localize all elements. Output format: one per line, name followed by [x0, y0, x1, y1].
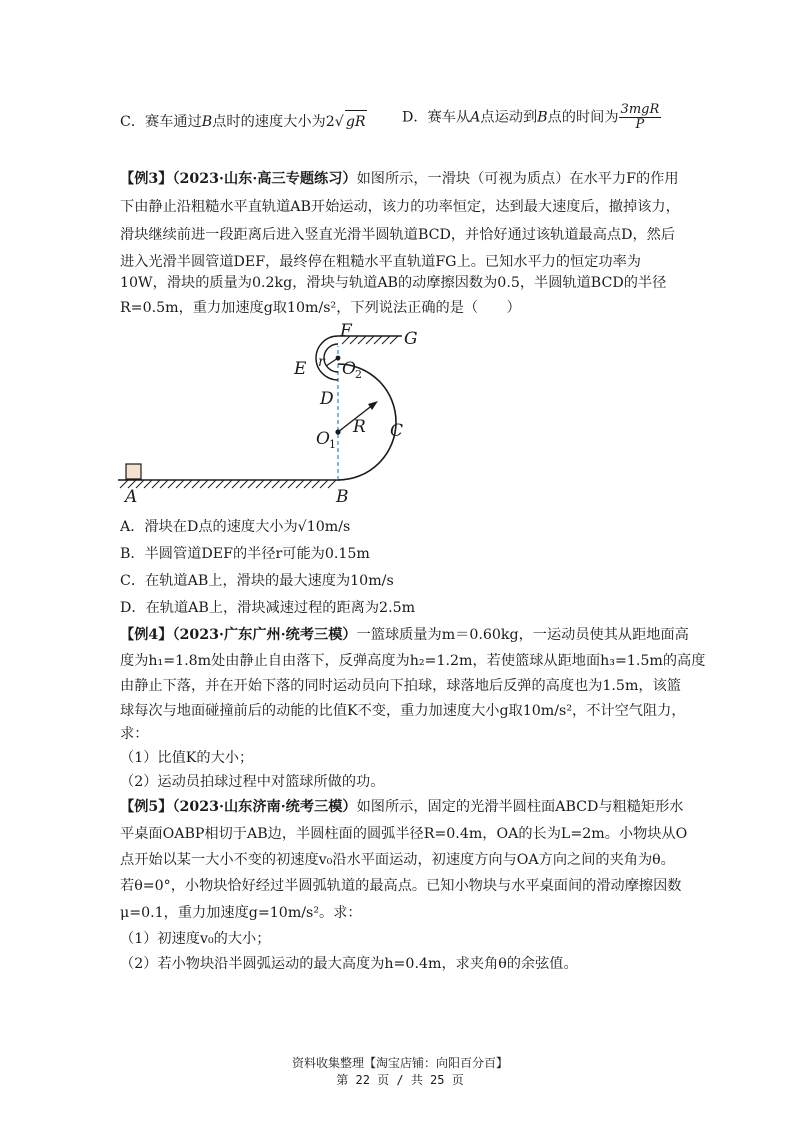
label-r: r — [318, 354, 325, 370]
label-E: E — [294, 359, 307, 379]
center-o2 — [336, 356, 341, 361]
label-G: G — [404, 329, 418, 349]
example-3-line-5: 10W，滑块的质量为0.2kg，滑块与轨道AB的动摩擦因数为0.5，半圆轨道BCD的半径 — [120, 275, 667, 291]
example-4-question-1: （1）比值K的大小； — [120, 750, 254, 766]
option-c-speed-at-b: C．赛车通过B点时的速度大小为2√ gR — [120, 110, 367, 133]
example-5-tag: 【例5】（2023·山东济南·统考三模） — [120, 799, 357, 815]
footer-source: 资料收集整理【淘宝店铺：向阳百分百】 — [291, 1056, 508, 1070]
example-3-option-a: A．滑块在D点的速度大小为√10m/s — [120, 519, 351, 535]
footer-page-number: 第 22 页 / 共 25 页 — [336, 1073, 464, 1087]
label-O2: O — [342, 359, 356, 379]
label-R: R — [353, 417, 366, 437]
radius-arrowhead-R — [368, 401, 378, 410]
example-4-tag: 【例4】（2023·广东广州·统考三模） — [120, 627, 357, 643]
semicircle-bcd — [338, 364, 396, 480]
example-3-option-c: C．在轨道AB上，滑块的最大速度为10m/s — [120, 573, 394, 589]
example-5-line-4: 若θ=0°，小物块恰好经过半圆弧轨道的最高点。已知小物块与水平桌面间的滑动摩擦因数 — [120, 878, 682, 894]
example-5-line-3: 点开始以某一大小不变的初速度v₀沿水平面运动，初速度方向与OA方向之间的夹角为θ。 — [120, 852, 675, 868]
example-4-line-2: 度为h₁=1.8m处由静止自由落下，反弹高度为h₂=1.2m，若使篮球从距地面h₃=1.5m的高度 — [120, 653, 706, 669]
label-F: F — [340, 321, 352, 341]
example-5-question-2: （2）若小物块沿半圆弧运动的最大高度为h=0.4m，求夹角θ的余弦值。 — [120, 956, 578, 972]
example-4-line-1: 【例4】（2023·广东广州·统考三模）一篮球质量为m＝0.60kg，一运动员使其从距地面高 — [120, 627, 689, 643]
label-D: D — [320, 389, 334, 409]
label-O2-sub: 2 — [355, 368, 362, 381]
example-5-line-2: 平桌面OABP相切于AB边，半圆柱面的圆弧半径R=0.4m，OA的长为L=2m。小物块从O — [120, 826, 688, 842]
example-5-line-5: μ=0.1，重力加速度g=10m/s²。求： — [120, 905, 362, 921]
track-diagram — [110, 318, 450, 508]
example-4-line-4: 球每次与地面碰撞前后的动能的比值K不变，重力加速度大小g取10m/s²，不计空气阻力， — [120, 703, 686, 719]
example-3-option-d: D．在轨道AB上，滑块减速过程的距离为2.5m — [120, 600, 416, 616]
example-3-line-1: 【例3】（2023·山东·高三专题练习）如图所示，一滑块（可视为质点）在水平力F的作用 — [120, 171, 679, 187]
example-4-line-5: 求： — [120, 726, 149, 742]
slider-block — [126, 464, 141, 479]
example-4-question-2: （2）运动员拍球过程中对篮球所做的功。 — [120, 774, 385, 790]
center-o1 — [335, 429, 340, 434]
fraction-3mgR-over-P: $\frac{\text{3mgR}}{P}$ — [620, 102, 660, 132]
label-O1-sub: 1 — [329, 438, 336, 451]
label-C: C — [390, 421, 404, 441]
example-3-line-3: 滑块继续前进一段距离后进入竖直光滑半圆轨道BCD，并恰好通过该轨道最高点D，然后 — [120, 227, 676, 243]
label-B: B — [336, 487, 349, 507]
example-3-line-2: 下由静止沿粗糙水平直轨道AB开始运动，该力的功率恒定，达到最大速度后，撤掉该力， — [120, 199, 680, 215]
ground-hatch — [120, 480, 336, 488]
example-3-tag: 【例3】（2023·山东·高三专题练习） — [120, 171, 357, 187]
option-d-time-a-to-b: D．赛车从A点运动到B点的时间为 $\frac{\text{3mgR}}{P}$ — [402, 102, 660, 132]
example-3-option-b: B．半圆管道DEF的半径r可能为0.15m — [120, 546, 370, 562]
example-4-line-3: 由静止下落，并在开始下落的同时运动员向下拍球，球落地后反弹的高度也为1.5m，该篮 — [120, 678, 681, 694]
example-5-line-1: 【例5】（2023·山东济南·统考三模）如图所示，固定的光滑半圆柱面ABCD与粗糙矩形水 — [120, 799, 684, 815]
example-3-line-4: 进入光滑半圆管道DEF，最终停在粗糙水平直轨道FG上。已知水平力的恒定功率为 — [120, 254, 641, 270]
example-3-line-6: R=0.5m，重力加速度g取10m/s²，下列说法正确的是（ ） — [120, 300, 521, 316]
label-O1: O — [316, 429, 330, 449]
label-A: A — [125, 487, 138, 507]
example-5-question-1: （1）初速度v₀的大小； — [120, 931, 271, 947]
